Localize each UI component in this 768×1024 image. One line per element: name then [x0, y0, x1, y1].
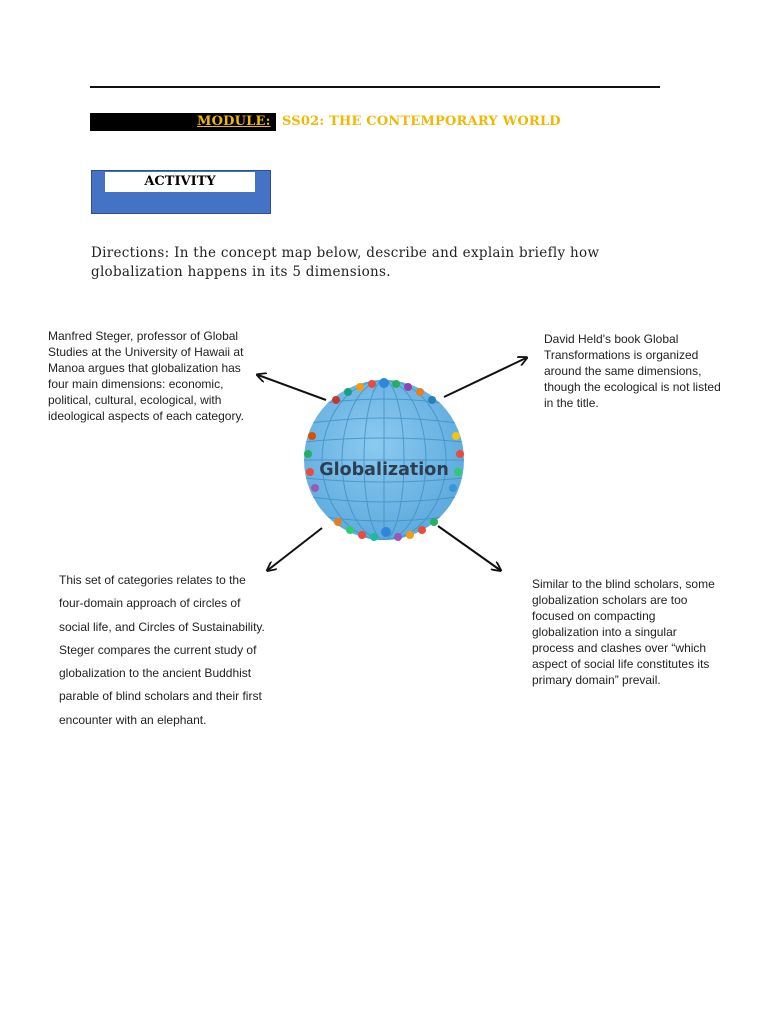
globe-center-label: Globalization — [319, 460, 449, 480]
note-top-left: Manfred Steger, professor of Global Studies at the University of Hawaii at Manoa argues that globalization has four main dimensions: economic, political, cultural, ecological, with ideological aspects of each category. — [48, 329, 244, 423]
module-title: SS02: THE CONTEMPORARY WORLD — [282, 114, 561, 129]
module-label: MODULE: — [197, 114, 271, 129]
note-bottom-right: Similar to the blind scholars, some globalization scholars are too focused on compacting globalization into a singular process and clashes over “which aspect of social life constitutes its primary domain” prevail. — [532, 577, 715, 687]
directions-text: Directions: In the concept map below, describe and explain briefly how globalization happens in its 5 dimensions. — [91, 245, 600, 280]
note-top-right: David Held's book Global Transformations is organized around the same dimensions, though the ecological is not listed in the title. — [544, 332, 721, 410]
note-bottom-left: This set of categories relates to the four-domain approach of circles of social life, and Circles of Sustainability. Steger compares the current study of globalization to the ancient Buddhist parable of blind scholars and their first encounter with an elephant. — [59, 573, 265, 727]
activity-label: ACTIVITY — [144, 174, 216, 189]
